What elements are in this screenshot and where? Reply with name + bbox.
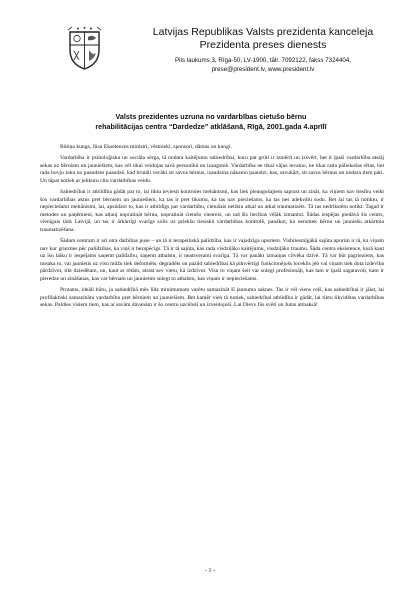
document-title xyxy=(40,112,382,131)
title-line2: rehabilitācijas centra “Dardedze” atklāšanā, Rīgā, 2001.gada 4.aprīlī xyxy=(95,121,327,131)
address-line1: Pils laukums 3, Rīga-50, LV-1900, tālr. 7092122, fakss 7324404, xyxy=(175,57,351,64)
paragraph-4: Protams, ideāli būtu, ja sabiedrībā mēs līdz minimumam varētu samazināt šī ļaunuma saknes. Tas ir vēl viens ceļš, kas sabiedrībai ir jāiet, lai profilaktiski samazinātu vardarbību pret bērniem un jauniešiem. Bet kamēr vien tā notiek, sabiedrībai atbildība ir gādāt, lai tiktu likvidētas vardarbības sekas. Paldies visiem tiem, kas ar savām dāvanām ir šo centru uzcēluši un izveidojuši. Lai Dievs Jūs svētī un Jums atmaksā! xyxy=(40,287,384,309)
speech-body xyxy=(40,144,384,314)
org-name-line2: Prezidenta preses dienests xyxy=(199,38,327,51)
title-line1: Valsts prezidentes uzruna no vardarbības cietušo bērnu xyxy=(115,112,307,121)
page-number: - 1 - xyxy=(205,568,215,574)
paragraph-2: Sabiedrībai ir atbildība gādāt par to, lai tiktu ieviesti kontroles mehānismi, kas liek pieaugušajiem saprast un zināt, ka viņiem nav tiesību veikt šos vardarbības aktus pret bērniem un jauniešiem, ka tas ir pret likumu, ka tas nav pieciešams, ka tas nes adekvātu sodu. Bet lai tas tā notiktu, ir nepieciešami mehānismi, lai, apsūdzot to, kas ir atbildīgs par vardarbību, cietušais netiktu atkal un atkal traumatizēts. Tā tas nedrīkstētu notikt. Tagad ir metodes un paņēmieni, kas atļauj nopratināt bērnu, nopratināt cietušo vienreiz, un tad šīs liecības vēlāk izmantot. Šādas iespējas piedāvā šis centrs, vienīgais tāds Latvijā, un tas ir ārkārtīgi svarīgs solis uz priekšu tiesiskā vardarbības kontrolē, panākot, ka nenotiek bērnu un jauniešu atkārtota traumatizēšana. xyxy=(40,189,384,233)
coat-of-arms-emblem xyxy=(66,26,103,71)
paragraph-1: Vardarbība ir psiholoģiska un sociāla sērga, tā nodara kaitējumu sabiedrībai, kuru pat grūti ir izmērīt un izsvērt, bet it īpaši vardarbība atstāj sekas uz bērniem un jauniešiem, kas vēl tikai veidojas savā personībā un izaugsmē. Vardarbība ne tikai vājus ievaino, ne tikai rada pāliekošas rētas, bet rada buvju loku no paaudzes paaudzē, kad brutāli vecāki sit savus bērnus, izaudzina nākamo paaudzi, kas, savukārt, sit savus bērnus un nodara tiem pāri. Un tāpat notiek ar jebkuru citu vardarbības veidu. xyxy=(40,155,384,184)
letterhead xyxy=(118,26,408,74)
greeting: Būtiņa kungs, Jūsu Ekselences ministri, vēstnieki, sponsori, dāmas un kungi. xyxy=(60,144,232,150)
org-name-line1: Latvijas Republikas Valsts prezidenta kanceleja xyxy=(152,26,374,38)
address-line2: prese@president.lv, www.president.lv xyxy=(211,65,315,73)
paragraph-3: Šādam centram ir arī otra darbības puse – un tā ir terapeitiskā palīdzība, kas ir vajadzīga upuriem. Visbriesmīgākā sajūta upurim ir tā, ka viņam nav kur griezties pēc palīdzības, ka viņš ir bezspēcīgs. Tā ir tā sajūta, kas rada visdziļāko kaitējumu, visdziļāko traumu. Šāda centra eksistence, kurā kaut uz īsu laiku ir iespējams saņemt palīdzību, saņemt atbalstu, ir neatsverami svarīga. Tā var panākt izmaiņas cilvēka dzīvē. Tā var būt pagrieziens, kas nosaka to, vai jaunietis uz visu mūžu tiek deformēts, degradēts un pazūd sabiedrībai kā pilnvērtīgi funkcionējošs loceklis jeb vai viņam tiek dota izdevība pārdzīvot, tikt dziedētam, un, kaut ar rētām, atrast sev vietu, kā izdzīvot. Visu to viņam šeit var sniegt profesionāļi, kas tam ir īpaši sagatavoti, kam ir pieredze un zināšanas, kas var bērnam un jaunietim sniegt to atbalstu, kas viņam ir nepieciešams. xyxy=(40,238,384,282)
